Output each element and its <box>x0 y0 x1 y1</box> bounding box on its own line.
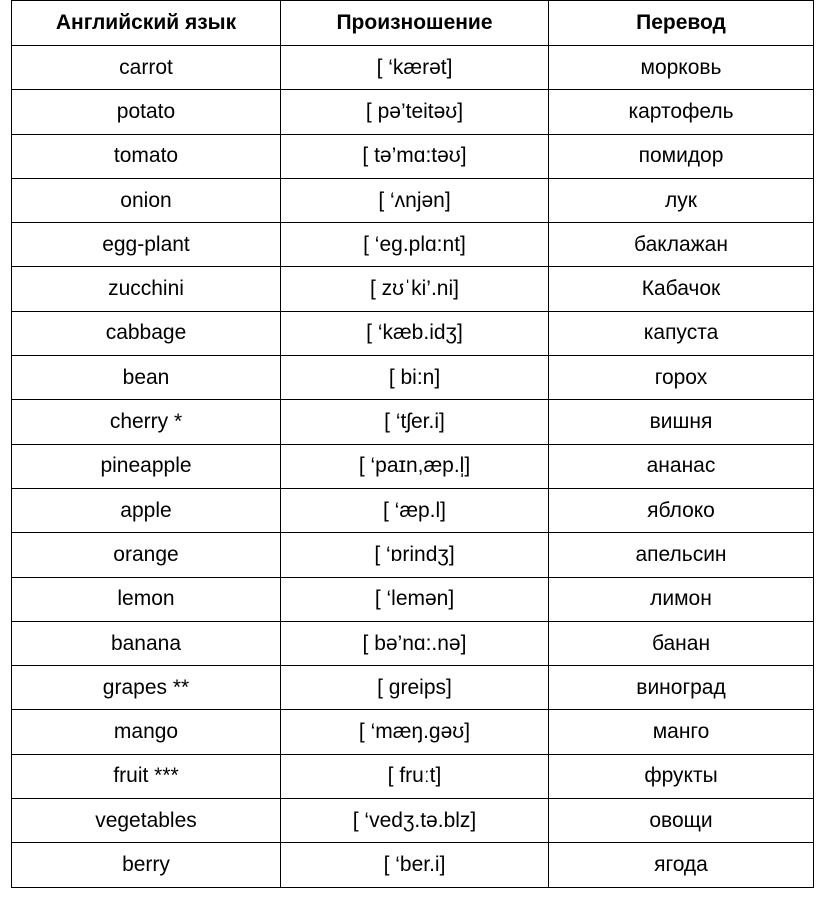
english-cell: onion <box>12 178 281 222</box>
english-cell: orange <box>12 533 281 577</box>
pronunciation-cell: [ ‘eg.plɑ:nt] <box>281 223 549 267</box>
english-cell: fruit *** <box>12 754 281 798</box>
english-cell: grapes ** <box>12 666 281 710</box>
translation-cell: ягода <box>549 843 814 887</box>
pronunciation-cell: [ zʊˈki’.ni] <box>281 267 549 311</box>
translation-cell: картофель <box>549 90 814 134</box>
english-cell: tomato <box>12 134 281 178</box>
table-row <box>12 621 814 665</box>
english-cell: pineapple <box>12 444 281 488</box>
table-row <box>12 90 814 134</box>
translation-cell: овощи <box>549 799 814 843</box>
table-body <box>12 46 814 888</box>
english-cell: cabbage <box>12 311 281 355</box>
translation-cell: помидор <box>549 134 814 178</box>
translation-cell: яблоко <box>549 488 814 532</box>
pronunciation-cell: [ ‘ber.i] <box>281 843 549 887</box>
translation-cell: баклажан <box>549 223 814 267</box>
table-row <box>12 799 814 843</box>
english-cell: berry <box>12 843 281 887</box>
table-row <box>12 754 814 798</box>
english-cell: banana <box>12 621 281 665</box>
vocabulary-table <box>11 0 814 888</box>
pronunciation-cell: [ tə’mɑ:təʊ] <box>281 134 549 178</box>
pronunciation-cell: [ ‘vedʒ.tə.blz] <box>281 799 549 843</box>
table-row <box>12 311 814 355</box>
translation-cell: морковь <box>549 46 814 90</box>
english-cell: lemon <box>12 577 281 621</box>
pronunciation-cell: [ ‘kærət] <box>281 46 549 90</box>
english-cell: vegetables <box>12 799 281 843</box>
translation-cell: Кабачок <box>549 267 814 311</box>
translation-cell: вишня <box>549 400 814 444</box>
translation-cell: виноград <box>549 666 814 710</box>
english-cell: mango <box>12 710 281 754</box>
pronunciation-cell: [ ‘æp.l] <box>281 488 549 532</box>
english-cell: apple <box>12 488 281 532</box>
column-header-english: Английский язык <box>12 1 281 46</box>
table-row <box>12 710 814 754</box>
translation-cell: фрукты <box>549 754 814 798</box>
translation-cell: лимон <box>549 577 814 621</box>
pronunciation-cell: [ bi:n] <box>281 356 549 400</box>
pronunciation-cell: [ greips] <box>281 666 549 710</box>
table-row <box>12 843 814 887</box>
translation-cell: банан <box>549 621 814 665</box>
pronunciation-cell: [ fruːt] <box>281 754 549 798</box>
english-cell: egg-plant <box>12 223 281 267</box>
table-row <box>12 577 814 621</box>
translation-cell: горох <box>549 356 814 400</box>
pronunciation-cell: [ ‘ɒrindʒ] <box>281 533 549 577</box>
english-cell: zucchini <box>12 267 281 311</box>
english-cell: bean <box>12 356 281 400</box>
pronunciation-cell: [ ‘lemən] <box>281 577 549 621</box>
table-row <box>12 178 814 222</box>
english-cell: cherry * <box>12 400 281 444</box>
table-row <box>12 400 814 444</box>
pronunciation-cell: [ pə’teitəʊ] <box>281 90 549 134</box>
table-row <box>12 223 814 267</box>
pronunciation-cell: [ ‘paɪn,æp.l̩] <box>281 444 549 488</box>
translation-cell: лук <box>549 178 814 222</box>
column-header-pronunciation: Произношение <box>281 1 549 46</box>
table-row <box>12 46 814 90</box>
translation-cell: апельсин <box>549 533 814 577</box>
pronunciation-cell: [ bə’nɑ:.nə] <box>281 621 549 665</box>
table-row <box>12 134 814 178</box>
table-row <box>12 666 814 710</box>
pronunciation-cell: [ ‘ʌnjən] <box>281 178 549 222</box>
table-row <box>12 444 814 488</box>
english-cell: potato <box>12 90 281 134</box>
translation-cell: манго <box>549 710 814 754</box>
english-cell: carrot <box>12 46 281 90</box>
translation-cell: ананас <box>549 444 814 488</box>
pronunciation-cell: [ ‘kæb.idʒ] <box>281 311 549 355</box>
pronunciation-cell: [ ‘tʃer.i] <box>281 400 549 444</box>
pronunciation-cell: [ ‘mæŋ.gəʊ] <box>281 710 549 754</box>
table-row <box>12 533 814 577</box>
table-row <box>12 267 814 311</box>
translation-cell: капуста <box>549 311 814 355</box>
column-header-translation: Перевод <box>549 1 814 46</box>
table-row <box>12 356 814 400</box>
table-row <box>12 488 814 532</box>
table-header-row <box>12 1 814 46</box>
